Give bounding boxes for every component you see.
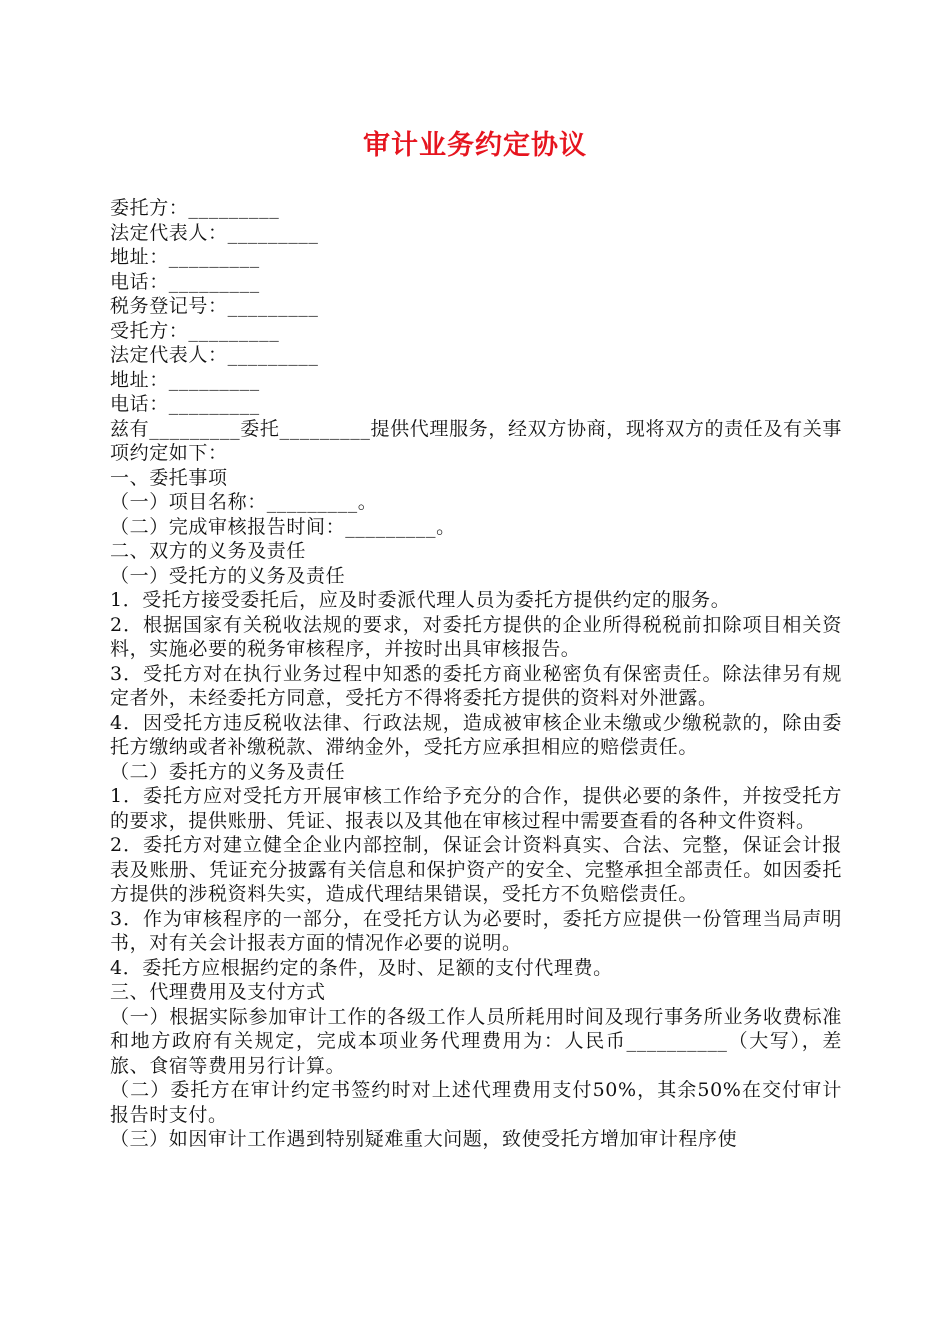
agent-duty-4: 4．因受托方违反税收法律、行政法规，造成被审核企业未缴或少缴税款的，除由委托方缴纳或者补缴税款、滞纳金外，受托方应承担相应的赔偿责任。 [110, 711, 842, 758]
client-legal-rep-field: 法定代表人：_________ [110, 221, 319, 244]
client-tax-registration-field: 税务登记号：_________ [110, 295, 319, 317]
agent-duty-1: 1．受托方接受委托后，应及时委派代理人员为委托方提供约定的服务。 [110, 589, 731, 611]
document-body [110, 196, 842, 1152]
subsection-heading-client-duties: （二）委托方的义务及责任 [110, 760, 346, 783]
item-report-deadline: （二）完成审核报告时间：_________。 [110, 515, 456, 538]
client-party-field: 委托方：_________ [110, 197, 280, 219]
section-heading-3: 三、代理费用及支付方式 [110, 981, 326, 1003]
agent-address-field: 地址：_________ [110, 368, 260, 391]
section-heading-2: 二、双方的义务及责任 [110, 540, 307, 562]
agent-phone-field: 电话：_________ [110, 393, 260, 415]
fee-clause-2: （二）委托方在审计约定书签约时对上述代理费用支付50%，其余50%在交付审计报告时支付。 [110, 1079, 842, 1126]
agent-legal-rep-field: 法定代表人：_________ [110, 344, 319, 366]
fee-clause-1: （一）根据实际参加审计工作的各级工作人员所耗用时间及现行事务所业务收费标准和地方政府有关规定，完成本项业务代理费用为：人民币__________（大写），差旅、食宿等费用另行计算。 [110, 1005, 842, 1077]
intro-paragraph: 兹有_________委托_________提供代理服务，经双方协商，现将双方的责任及有关事项约定如下： [110, 417, 842, 464]
fee-clause-3: （三）如因审计工作遇到特别疑难重大问题，致使受托方增加审计程序使 [110, 1128, 738, 1150]
client-phone-field: 电话：_________ [110, 270, 260, 293]
agent-duty-3: 3．受托方对在执行业务过程中知悉的委托方商业秘密负有保密责任。除法律另有规定者外，未经委托方同意，受托方不得将委托方提供的资料对外泄露。 [110, 662, 842, 709]
agent-party-field: 受托方：_________ [110, 319, 280, 342]
section-heading-1: 一、委托事项 [110, 466, 228, 489]
subsection-heading-agent-duties: （一）受托方的义务及责任 [110, 564, 346, 587]
agent-duty-2: 2．根据国家有关税收法规的要求，对委托方提供的企业所得税税前扣除项目相关资料，实施必要的税务审核程序，并按时出具审核报告。 [110, 613, 842, 660]
client-duty-4: 4．委托方应根据约定的条件，及时、足额的支付代理费。 [110, 956, 613, 979]
item-project-name: （一）项目名称：_________。 [110, 491, 378, 513]
client-duty-1: 1．委托方应对受托方开展审核工作给予充分的合作，提供必要的条件，并按受托方的要求，提供账册、凭证、报表以及其他在审核过程中需要查看的各种文件资料。 [110, 785, 842, 832]
client-address-field: 地址：_________ [110, 246, 260, 268]
document-title: 审计业务约定协议 [363, 130, 587, 161]
client-duty-3: 3．作为审核程序的一部分，在受托方认为必要时，委托方应提供一份管理当局声明书，对有关会计报表方面的情况作必要的说明。 [110, 907, 842, 954]
client-duty-2: 2．委托方对建立健全企业内部控制，保证会计资料真实、合法、完整，保证会计报表及账册、凭证充分披露有关信息和保护资产的安全、完整承担全部责任。如因委托方提供的涉税资料失实，造成代理结果错误，受托方不负赔偿责任。 [110, 834, 842, 905]
